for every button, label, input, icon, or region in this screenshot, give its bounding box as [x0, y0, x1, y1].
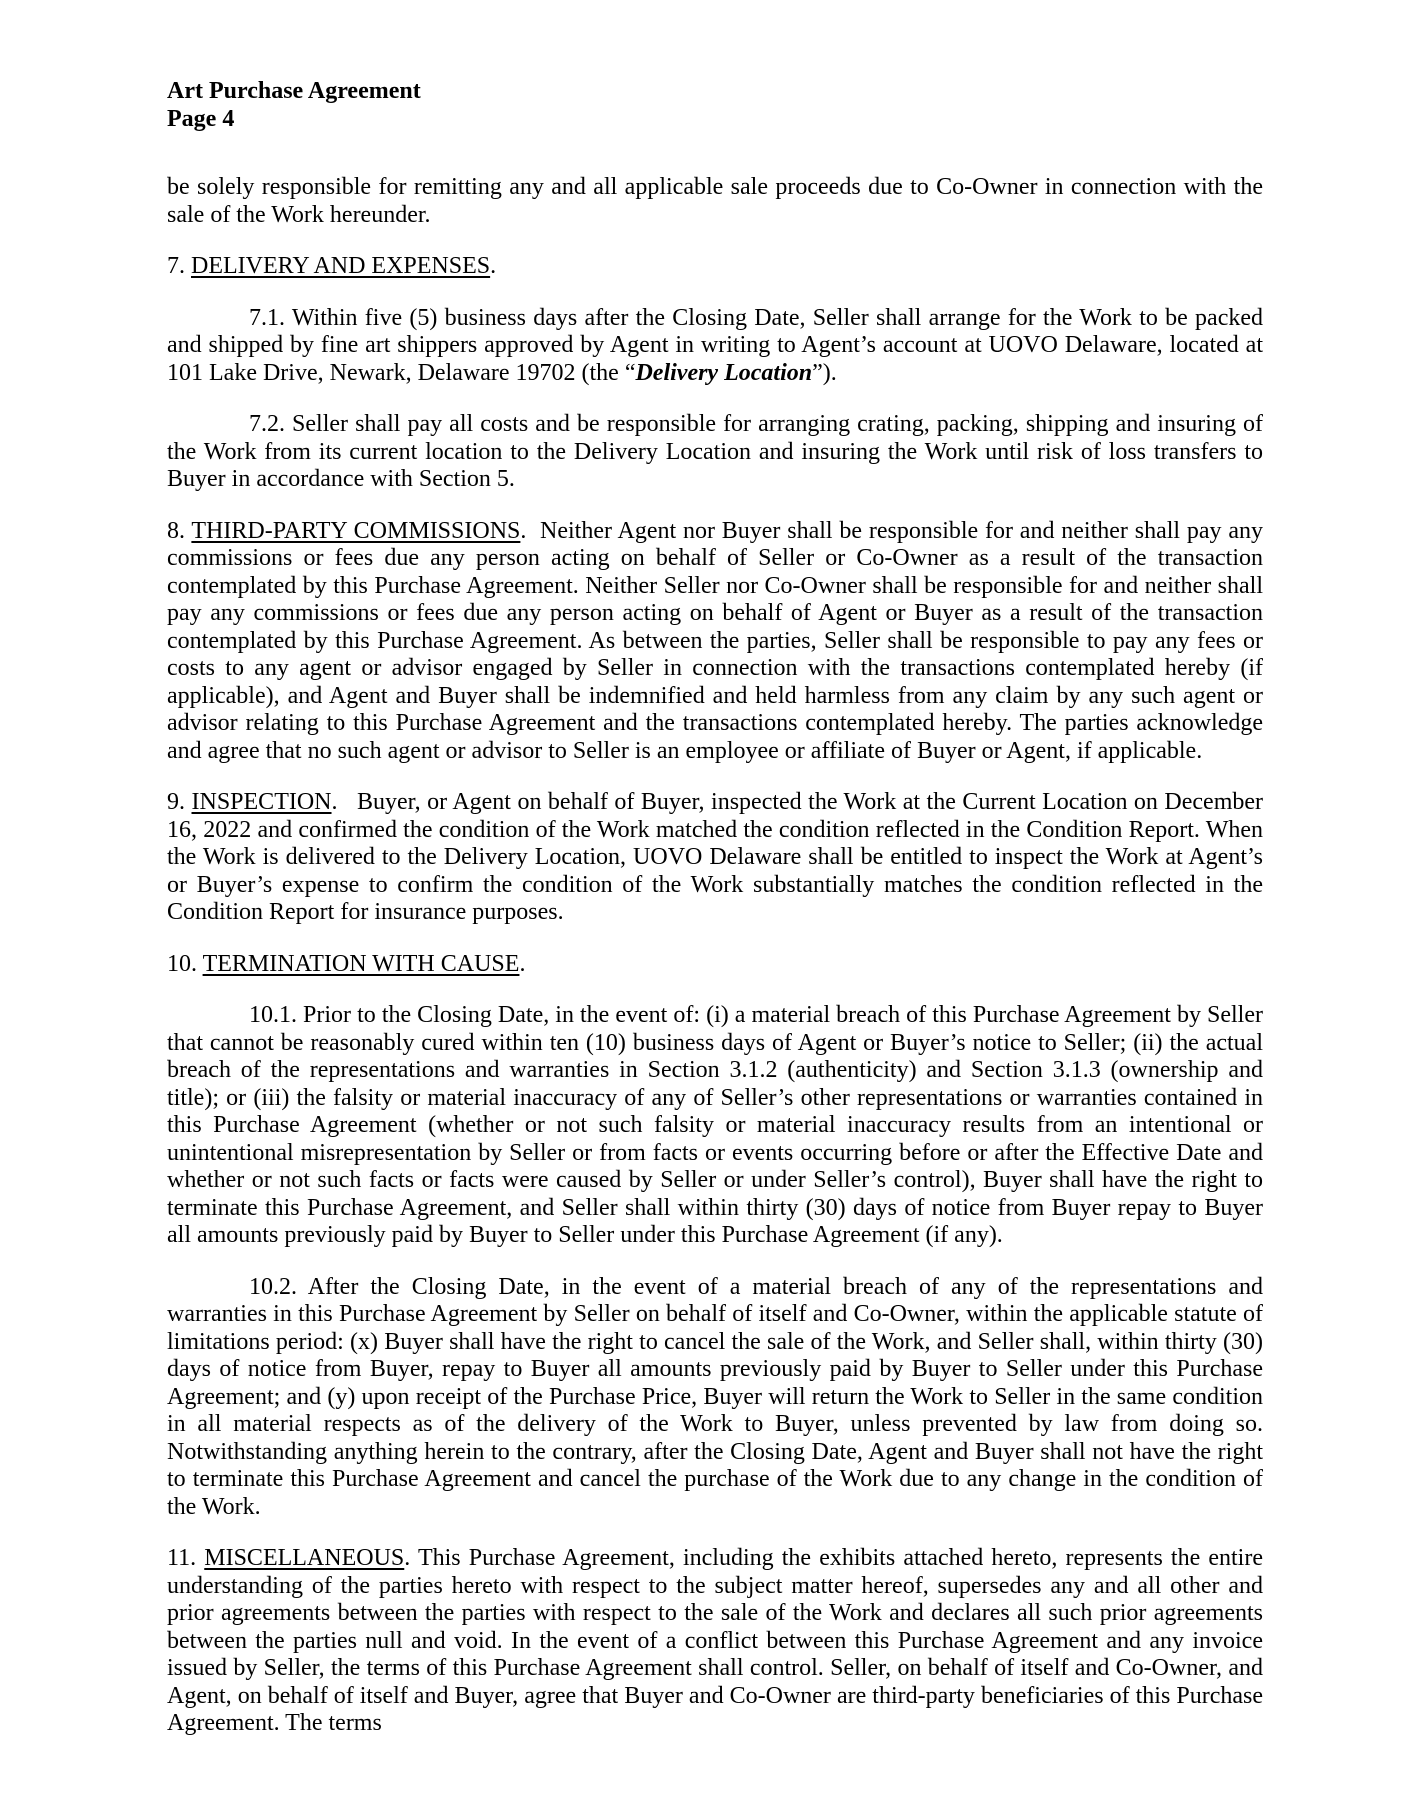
section-10-heading: [167, 951, 1263, 979]
section-8-paragraph: [167, 518, 1263, 766]
document-content: [167, 78, 1263, 1738]
section-7-period: .: [490, 253, 497, 279]
section-11-body: This Purchase Agreement, including the exhibits attached hereto, represents the entire understanding of the parties hereto with respect to the subject matter hereof, supersedes any and all other and prior agreements between the parties with respect to the sale of the Work and declares all such prior agreements between the parties null and void. In the event of a conflict between this Purchase Agreement and any invoice issued by Seller, the terms of this Purchase Agreement shall control. Seller, on behalf of itself and Co-Owner, and Agent, on behalf of itself and Buyer, agree that Buyer and Co-Owner are third-party beneficiaries of this Purchase Agreement. The terms: [167, 1545, 1263, 1736]
clause-7-1-text-end: ”).: [812, 359, 837, 386]
section-11-number: 11.: [167, 1545, 205, 1571]
section-9-number: 9.: [167, 789, 192, 815]
section-8-body: Neither Agent nor Buyer shall be responsible for and neither shall pay any commissions or fees due any person acting on behalf of Seller or Co-Owner as a result of the transaction contemplated by this Purchase Agreement. Neither Seller nor Co-Owner shall be responsible for and neither shall pay any commissions or fees due any person acting on behalf of Agent or Buyer as a result of the transaction contemplated by this Purchase Agreement. As between the parties, Seller shall be responsible to pay any fees or costs to any agent or advisor engaged by Seller in connection with the transactions contemplated hereby (if applicable), and Agent and Buyer shall be indemnified and held harmless from any claim by any such agent or advisor relating to this Purchase Agreement and the transactions contemplated hereby. The parties acknowledge and agree that no such agent or advisor to Seller is an employee or affiliate of Buyer or Agent, if applicable.: [167, 517, 1263, 764]
section-8-separator: .: [520, 517, 541, 544]
section-10-number: 10.: [167, 950, 203, 977]
defined-term-delivery-location: Delivery Location: [635, 359, 813, 386]
paragraph-continuation: be solely responsible for remitting any and all applicable sale proceeds due to Co-Owner in connection with the sale of the Work hereunder.: [167, 174, 1263, 228]
clause-7-1-text: 7.1. Within five (5) business days after the Closing Date, Seller shall arrange for the Work to be packed and shipped by fine art shippers approved by Agent in writing to Agent’s account at UOVO Delaware, located at 101 Lake Drive, Newark, Delaware 19702 (the “: [167, 304, 1263, 386]
section-10-period: .: [519, 950, 526, 977]
section-9-separator: .: [331, 789, 357, 815]
section-7-heading: [167, 253, 1263, 281]
section-11-title: MISCELLANEOUS: [204, 1545, 405, 1571]
clause-7-2: 7.2. Seller shall pay all costs and be responsible for arranging crating, packing, shipping and insuring of the Work from its current location to the Delivery Location and insuring the Work until risk of loss transfers to Buyer in accordance with Section 5.: [167, 411, 1263, 492]
section-7-title: DELIVERY AND EXPENSES: [191, 253, 491, 279]
section-8-title: THIRD-PARTY COMMISSIONS: [191, 517, 521, 544]
section-10-title: TERMINATION WITH CAUSE: [202, 950, 520, 977]
section-11-paragraph: [167, 1545, 1263, 1738]
page-number: Page 4: [167, 105, 235, 132]
section-7-number: 7.: [167, 253, 191, 279]
page-header: [167, 78, 1263, 133]
section-11-separator: .: [404, 1545, 418, 1571]
section-9-body: Buyer, or Agent on behalf of Buyer, inspected the Work at the Current Location on December 16, 2022 and confirmed the condition of the Work matched the condition reflected in the Condition Report. When the Work is delivered to the Delivery Location, UOVO Delaware shall be entitled to inspect the Work at Agent’s or Buyer’s expense to confirm the condition of the Work substantially matches the condition reflected in the Condition Report for insurance purposes.: [167, 789, 1264, 925]
section-9-title: INSPECTION: [191, 789, 332, 815]
section-9-paragraph: [167, 789, 1263, 927]
section-8-number: 8.: [167, 517, 192, 544]
clause-10-2: 10.2. After the Closing Date, in the event of a material breach of any of the representations and warranties in this Purchase Agreement by Seller on behalf of itself and Co-Owner, within the applicable statute of limitations period: (x) Buyer shall have the right to cancel the sale of the Work, and Seller shall, within thirty (30) days of notice from Buyer, repay to Buyer all amounts previously paid by Buyer to Seller under this Purchase Agreement; and (y) upon receipt of the Purchase Price, Buyer will return the Work to Seller in the same condition in all material respects as of the delivery of the Work to Buyer, unless prevented by law from doing so. Notwithstanding anything herein to the contrary, after the Closing Date, Agent and Buyer shall not have the right to terminate this Purchase Agreement and cancel the purchase of the Work due to any change in the condition of the Work.: [167, 1273, 1263, 1520]
document-title: Art Purchase Agreement: [167, 78, 421, 104]
clause-10-1: 10.1. Prior to the Closing Date, in the event of: (i) a material breach of this Purchase Agreement by Seller that cannot be reasonably cured within ten (10) business days of Agent or Buyer’s notice to Seller; (ii) the actual breach of the representations and warranties in Section 3.1.2 (authenticity) and Section 3.1.3 (ownership and title); or (iii) the falsity or material inaccuracy of any of Seller’s other representations or warranties contained in this Purchase Agreement (whether or not such falsity or material inaccuracy results from an intentional or unintentional misrepresentation by Seller or from facts or events occurring before or after the Effective Date and whether or not such facts or facts were caused by Seller or under Seller’s control), Buyer shall have the right to terminate this Purchase Agreement, and Seller shall within thirty (30) days of notice from Buyer repay to Buyer all amounts previously paid by Buyer to Seller under this Purchase Agreement (if any).: [167, 1002, 1263, 1248]
clause-7-1: [167, 305, 1263, 388]
